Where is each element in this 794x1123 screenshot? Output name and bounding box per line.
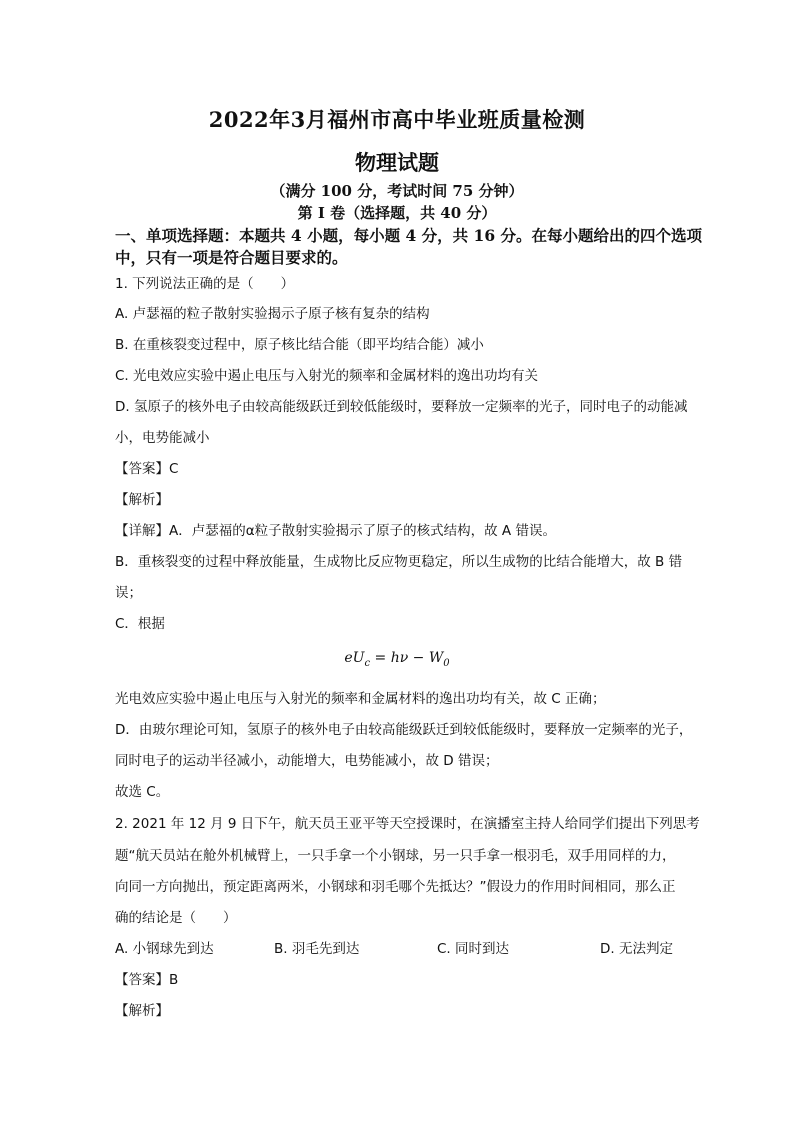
q1-answer xyxy=(115,457,178,477)
q2-option-b: B. 羽毛先到达 xyxy=(274,941,360,957)
q1-detail-line6: D．由玻尔理论可知，氢原子的核外电子由较高能级跃迁到较低能级时，要释放一定频率的光子， xyxy=(115,722,693,738)
q1-detail-line5: 光电效应实验中遏止电压与入射光的频率和金属材料的逸出功均有关，故 C 正确； xyxy=(115,691,606,707)
q2-stem-line1: 2. 2021 年 12 月 9 日下午，航天员王亚平等天空授课时，在演播室主持人给同学们提出下列思考 xyxy=(115,816,700,832)
answer-label: 【答案】 xyxy=(115,461,169,477)
q1-detail-line7: 同时电子的运动半径减小，动能增大，电势能减小，故 D 错误； xyxy=(115,753,499,769)
q1-detail-line3: 误； xyxy=(115,585,142,601)
q2-stem-line3: 向同一方向抛出，预定距离两米，小钢球和羽毛哪个先抵达？”假设力的作用时间相同，那么正 xyxy=(115,879,676,895)
q2-option-c: C. 同时到达 xyxy=(437,941,510,957)
q1-option-d-line1: D. 氢原子的核外电子由较高能级跃迁到较低能级时，要释放一定频率的光子，同时电子的动能减 xyxy=(115,399,688,415)
q2-answer xyxy=(115,968,178,988)
q1-option-d-line2: 小，电势能减小 xyxy=(115,430,210,446)
score-time-note: （满分 100 分，考试时间 75 分钟） xyxy=(270,182,524,200)
answer-value: C xyxy=(169,461,179,477)
q1-detail-line4: C．根据 xyxy=(115,616,165,632)
volume-heading: 第 Ⅰ 卷（选择题，共 40 分） xyxy=(297,204,497,222)
q1-detail-line2: B．重核裂变的过程中释放能量，生成物比反应物更稳定，所以生成物的比结合能增大，故 B 错 xyxy=(115,554,683,570)
subject-title: 物理试题 xyxy=(355,150,439,175)
q2-option-a: A. 小钢球先到达 xyxy=(115,941,214,957)
section-heading-line1: 一、单项选择题：本题共 4 小题，每小题 4 分，共 16 分。在每小题给出的四个选项 xyxy=(115,226,703,245)
q2-stem-line4: 确的结论是（ ） xyxy=(115,910,237,926)
q1-option-b: B. 在重核裂变过程中，原子核比结合能（即平均结合能）减小 xyxy=(115,337,484,353)
q1-option-c: C. 光电效应实验中遏止电压与入射光的频率和金属材料的逸出功均有关 xyxy=(115,368,539,384)
q2-option-d: D. 无法判定 xyxy=(600,941,673,957)
q2-stem-line2: 题“航天员站在舱外机械臂上，一只手拿一个小钢球，另一只手拿一根羽毛，双手用同样的力， xyxy=(115,848,676,864)
q1-option-a: A. 卢瑟福的粒子散射实验揭示子原子核有复杂的结构 xyxy=(115,306,430,322)
exam-title: 2022年3月福州市高中毕业班质量检测 xyxy=(208,107,586,132)
q1-detail-line1: 【详解】A．卢瑟福的α粒子散射实验揭示了原子的核式结构，故 A 错误。 xyxy=(115,523,556,539)
section-heading-line2: 中，只有一项是符合题目要求的。 xyxy=(115,248,348,267)
q1-analysis-label: 【解析】 xyxy=(115,492,169,508)
q2-analysis-label: 【解析】 xyxy=(115,1003,169,1019)
q1-stem: 1. 下列说法正确的是（ ） xyxy=(115,276,295,292)
q1-detail-line8: 故选 C。 xyxy=(115,784,170,800)
answer-label: 【答案】 xyxy=(115,972,169,988)
answer-value: B xyxy=(169,972,179,988)
photoelectric-equation: $eU_c = h\nu - W_0$ xyxy=(344,650,450,669)
